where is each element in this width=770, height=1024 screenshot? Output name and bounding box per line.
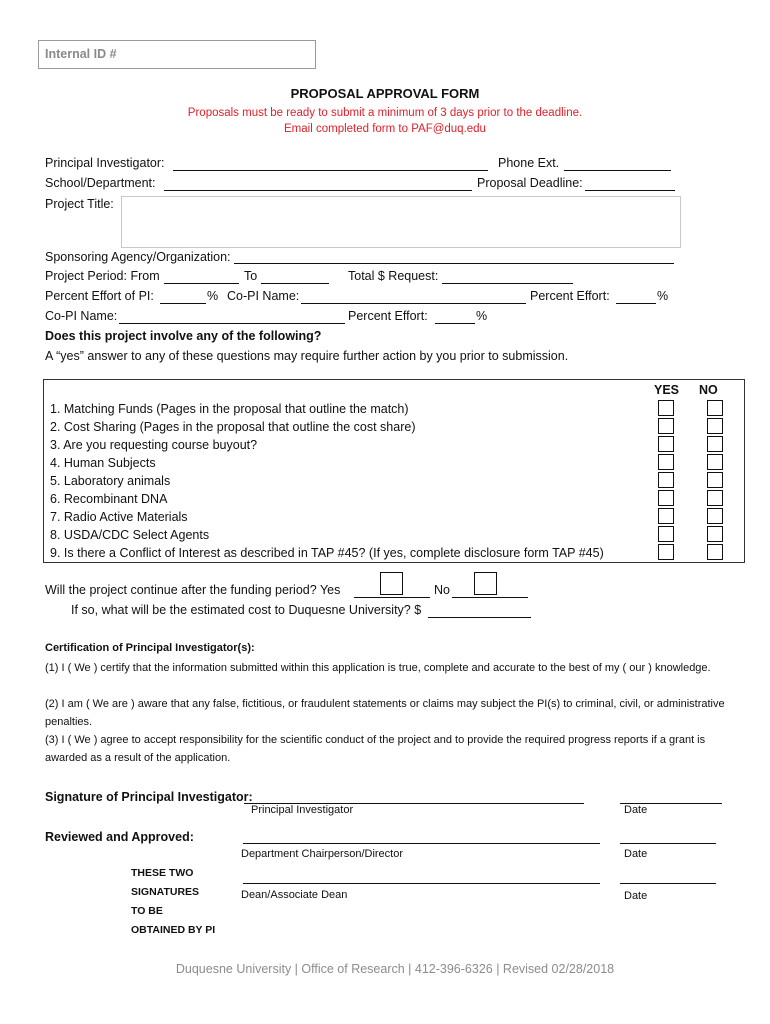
yes-checkbox[interactable] — [658, 508, 674, 524]
copi-effort-percent: % — [657, 289, 669, 303]
no-checkbox[interactable] — [707, 526, 723, 542]
signature-note-line: THESE TWO — [131, 867, 194, 879]
effort-pi-label: Percent Effort of PI: — [45, 289, 154, 303]
question-text: 7. Radio Active Materials — [50, 510, 188, 524]
question-text: 3. Are you requesting course buyout? — [50, 438, 258, 452]
sponsor-label: Sponsoring Agency/Organization: — [45, 250, 231, 264]
question-row — [50, 472, 740, 490]
yes-checkbox[interactable] — [658, 400, 674, 416]
pi-label: Principal Investigator: — [45, 156, 165, 170]
copi-name-label: Co-PI Name: — [227, 289, 300, 303]
question-text: 4. Human Subjects — [50, 456, 156, 470]
no-checkbox[interactable] — [707, 544, 723, 560]
pi-signature-label: Signature of Principal Investigator: — [45, 790, 253, 804]
chair-signature-line[interactable] — [243, 843, 600, 844]
reviewed-label: Reviewed and Approved: — [45, 830, 194, 844]
signature-note-line: TO BE — [131, 905, 163, 917]
continuation-yes-checkbox[interactable] — [380, 572, 403, 595]
total-request-input-line[interactable] — [442, 283, 573, 284]
project-title-input[interactable] — [121, 196, 681, 248]
yes-checkbox[interactable] — [658, 454, 674, 470]
questions-heading: Does this project involve any of the following? — [45, 329, 322, 343]
signature-note — [131, 864, 215, 940]
question-row — [50, 490, 740, 508]
yes-checkbox[interactable] — [658, 418, 674, 434]
cost-question: If so, what will be the estimated cost to Duquesne University? $ — [71, 603, 422, 617]
question-row — [50, 544, 740, 562]
question-text: 9. Is there a Conflict of Interest as described in TAP #45? (If yes, complete disclosure form TAP #45) — [50, 546, 604, 560]
question-row — [50, 454, 740, 472]
phone-input-line[interactable] — [564, 170, 671, 171]
no-checkbox[interactable] — [707, 436, 723, 452]
pi-signature-caption: Principal Investigator — [251, 804, 354, 816]
dean-date-caption: Date — [624, 890, 648, 902]
school-label: School/Department: — [45, 176, 156, 190]
copi2-effort-input-line[interactable] — [435, 323, 475, 324]
question-rows — [50, 400, 740, 562]
email-notice: Email completed form to PAF@duq.edu — [284, 123, 486, 135]
signature-note-line: OBTAINED BY PI — [131, 924, 216, 936]
question-row — [50, 526, 740, 544]
deadline-input-line[interactable] — [585, 190, 675, 191]
yes-checkbox[interactable] — [658, 472, 674, 488]
total-request-label: Total $ Request: — [348, 269, 439, 283]
dean-signature-line[interactable] — [243, 883, 600, 884]
chair-date-line[interactable] — [620, 843, 716, 844]
cost-input-line[interactable] — [428, 617, 531, 618]
question-text: 6. Recombinant DNA — [50, 492, 168, 506]
chair-caption: Department Chairperson/Director — [241, 848, 404, 860]
school-input-line[interactable] — [164, 190, 472, 191]
sponsor-input-line[interactable] — [234, 263, 674, 264]
question-row — [50, 436, 740, 454]
question-text: 1. Matching Funds (Pages in the proposal that outline the match) — [50, 402, 409, 416]
copi-name-input-line[interactable] — [301, 303, 526, 304]
certification-item-1: (1) I ( We ) certify that the information submitted within this application is true, complete and accurate to the best of my ( our ) knowledge. — [45, 662, 711, 674]
question-row — [50, 508, 740, 526]
certification-item-3: (3) I ( We ) agree to accept responsibility for the scientific conduct of the project and to provide the required progress reports if a grant is awarded as a result of the application. — [45, 734, 706, 764]
period-from-input-line[interactable] — [164, 283, 239, 284]
effort-pi-input-line[interactable] — [160, 303, 206, 304]
questions-subheading: A “yes” answer to any of these questions may require further action by you prior to submission. — [45, 349, 569, 363]
deadline-label: Proposal Deadline: — [477, 176, 583, 190]
question-text: 8. USDA/CDC Select Agents — [50, 528, 210, 542]
period-to-input-line[interactable] — [261, 283, 329, 284]
copi2-name-label: Co-PI Name: — [45, 309, 118, 323]
copi2-effort-percent: % — [476, 309, 488, 323]
form-title: PROPOSAL APPROVAL FORM — [290, 86, 480, 101]
continuation-yes-line — [354, 597, 430, 598]
project-title-label: Project Title: — [45, 197, 114, 211]
certification-item-2: (2) I am ( We are ) aware that any false, fictitious, or fraudulent statements or claims may subject the PI(s) to criminal, civil, or administrative penalties. — [45, 698, 725, 728]
copi-effort-label: Percent Effort: — [530, 289, 610, 303]
certification-heading: Certification of Principal Investigator(s): — [45, 642, 255, 654]
yes-checkbox[interactable] — [658, 436, 674, 452]
copi2-name-input-line[interactable] — [119, 323, 345, 324]
period-to-label: To — [244, 269, 258, 283]
continuation-no-checkbox[interactable] — [474, 572, 497, 595]
no-column-header: NO — [699, 383, 718, 397]
pi-date-caption: Date — [624, 804, 648, 816]
continuation-no-line — [452, 597, 528, 598]
deadline-notice: Proposals must be ready to submit a minimum of 3 days prior to the deadline. — [187, 107, 583, 119]
internal-id-field[interactable] — [38, 40, 316, 69]
chair-date-caption: Date — [624, 848, 648, 860]
phone-label: Phone Ext. — [498, 156, 560, 170]
no-checkbox[interactable] — [707, 418, 723, 434]
yes-checkbox[interactable] — [658, 544, 674, 560]
yes-column-header: YES — [654, 383, 680, 397]
no-checkbox[interactable] — [707, 490, 723, 506]
question-text: 5. Laboratory animals — [50, 474, 171, 488]
yes-checkbox[interactable] — [658, 526, 674, 542]
question-text: 2. Cost Sharing (Pages in the proposal that outline the cost share) — [50, 420, 416, 434]
no-checkbox[interactable] — [707, 454, 723, 470]
question-row — [50, 400, 740, 418]
effort-pi-percent: % — [207, 289, 219, 303]
no-checkbox[interactable] — [707, 472, 723, 488]
pi-input-line[interactable] — [173, 170, 488, 171]
continuation-no-label: No — [434, 583, 450, 597]
footer: Duquesne University | Office of Research | 412-396-6326 | Revised 02/28/2018 — [175, 962, 615, 976]
no-checkbox[interactable] — [707, 508, 723, 524]
dean-caption: Dean/Associate Dean — [241, 889, 348, 901]
signature-note-line: SIGNATURES — [131, 886, 200, 898]
internal-id-label: Internal ID # — [45, 47, 117, 61]
continuation-question: Will the project continue after the funding period? Yes — [45, 583, 341, 597]
copi-effort-input-line[interactable] — [616, 303, 656, 304]
period-from-label: Project Period: From — [45, 269, 160, 283]
yes-checkbox[interactable] — [658, 490, 674, 506]
copi2-effort-label: Percent Effort: — [348, 309, 428, 323]
question-row — [50, 418, 740, 436]
dean-date-line[interactable] — [620, 883, 716, 884]
no-checkbox[interactable] — [707, 400, 723, 416]
